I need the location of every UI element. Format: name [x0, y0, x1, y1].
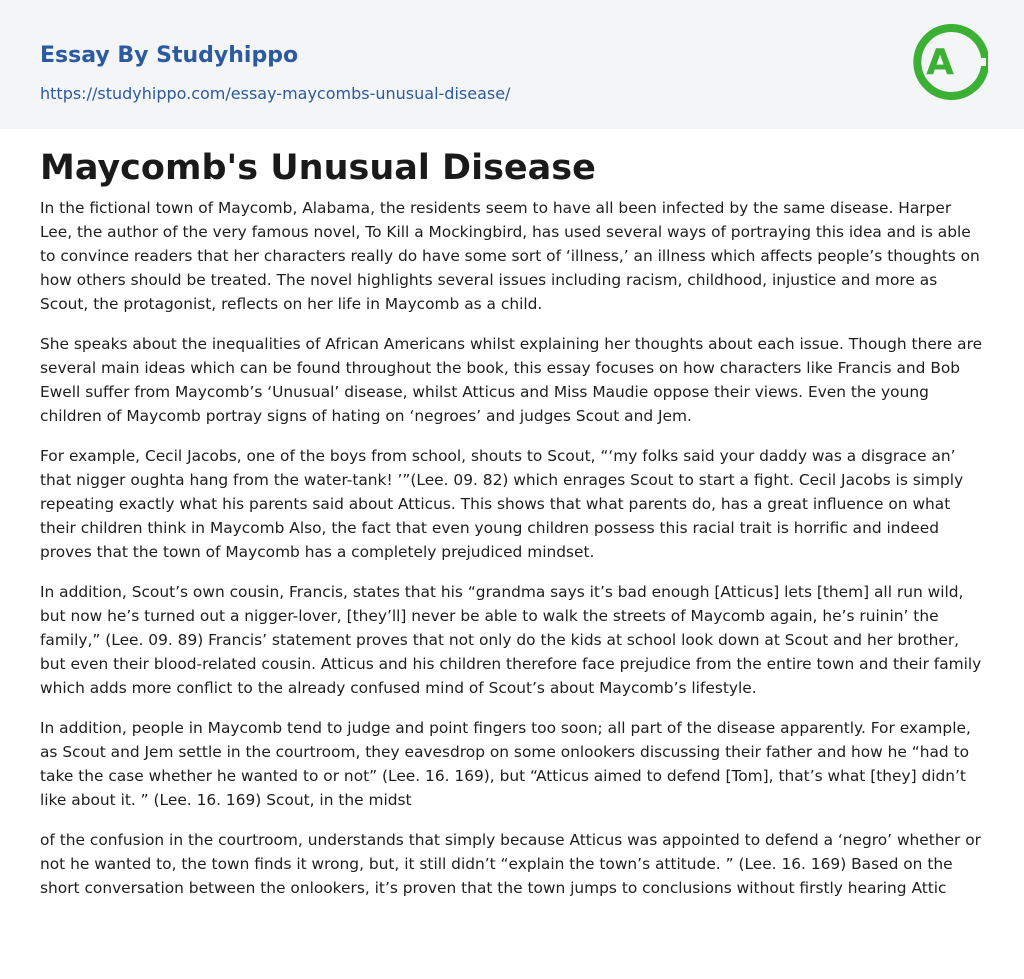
brand-title: Essay By Studyhippo [40, 43, 299, 68]
essay-content [0, 129, 1024, 900]
studyhippo-logo-icon[interactable] [910, 18, 988, 106]
essay-paragraph: For example, Cecil Jacobs, one of the boys from school, shouts to Scout, “‘my folks said your daddy was a disgrace an’ that nigger oughta hang from the water-tank! ’”(Lee. 09. 82) which enrages Scout to start a fight. Cecil Jacobs is simply repeating exactly what his parents said about Atticus. This shows that what parents do, has a great influence on what their children think in Maycomb Also, the fact that even young children possess this racial trait is horrific and indeed proves that the town of Maycomb has a completely prejudiced mindset. [40, 447, 964, 561]
essay-paragraph: of the confusion in the courtroom, understands that simply because Atticus was appointed to defend a ‘negro’ whether or not he wanted to, the town finds it wrong, but, it still didn’t “explain the town’s attitude. ” (Lee. 16. 169) Based on the short conversation between the onlookers, it’s proven that the town jumps to conclusions without firstly hearing Attic [40, 831, 981, 897]
essay-title: Maycomb's Unusual Disease [40, 148, 596, 188]
site-header [0, 0, 1024, 129]
logo-letter: A [926, 42, 954, 83]
essay-url-link[interactable]: https://studyhippo.com/essay-maycombs-unusual-disease/ [40, 84, 511, 103]
essay-paragraph: In addition, Scout’s own cousin, Francis, states that his “grandma says it’s bad enough [Atticus] lets [them] all run wild, but now he’s turned out a nigger-lover, [they’ll] never be able to walk the streets of Maycomb again, he’s ruinin’ the family,” (Lee. 09. 89) Francis’ statement proves that not only do the kids at school look down at Scout and her brother, but even their blood-related cousin. Atticus and his children therefore face prejudice from the entire town and their family which adds more conflict to the already confused mind of Scout’s about Maycomb’s lifestyle. [40, 583, 982, 697]
essay-paragraph: In the fictional town of Maycomb, Alabama, the residents seem to have all been infected by the same disease. Harper Lee, the author of the very famous novel, To Kill a Mockingbird, has used several ways of portraying this idea and is able to convince readers that her characters really do have some sort of ‘illness,’ an illness which affects people’s thoughts on how others should be treated. The novel highlights several issues including racism, childhood, injustice and more as Scout, the protagonist, reflects on her life in Maycomb as a child. [40, 199, 980, 313]
essay-paragraph: She speaks about the inequalities of African Americans whilst explaining her thoughts about each issue. Though there are several main ideas which can be found throughout the book, this essay focuses on how characters like Francis and Bob Ewell suffer from Maycomb’s ‘Unusual’ disease, whilst Atticus and Miss Maudie oppose their views. Even the young children of Maycomb portray signs of hating on ‘negroes’ and judges Scout and Jem. [40, 335, 983, 425]
essay-paragraph: In addition, people in Maycomb tend to judge and point fingers too soon; all part of the disease apparently. For example, as Scout and Jem settle in the courtroom, they eavesdrop on some onlookers discussing their father and how he “had to take the case whether he wanted to or not” (Lee. 16. 169), but “Atticus aimed to defend [Tom], that’s what [they] didn’t like about it. ” (Lee. 16. 169) Scout, in the midst [40, 719, 971, 809]
